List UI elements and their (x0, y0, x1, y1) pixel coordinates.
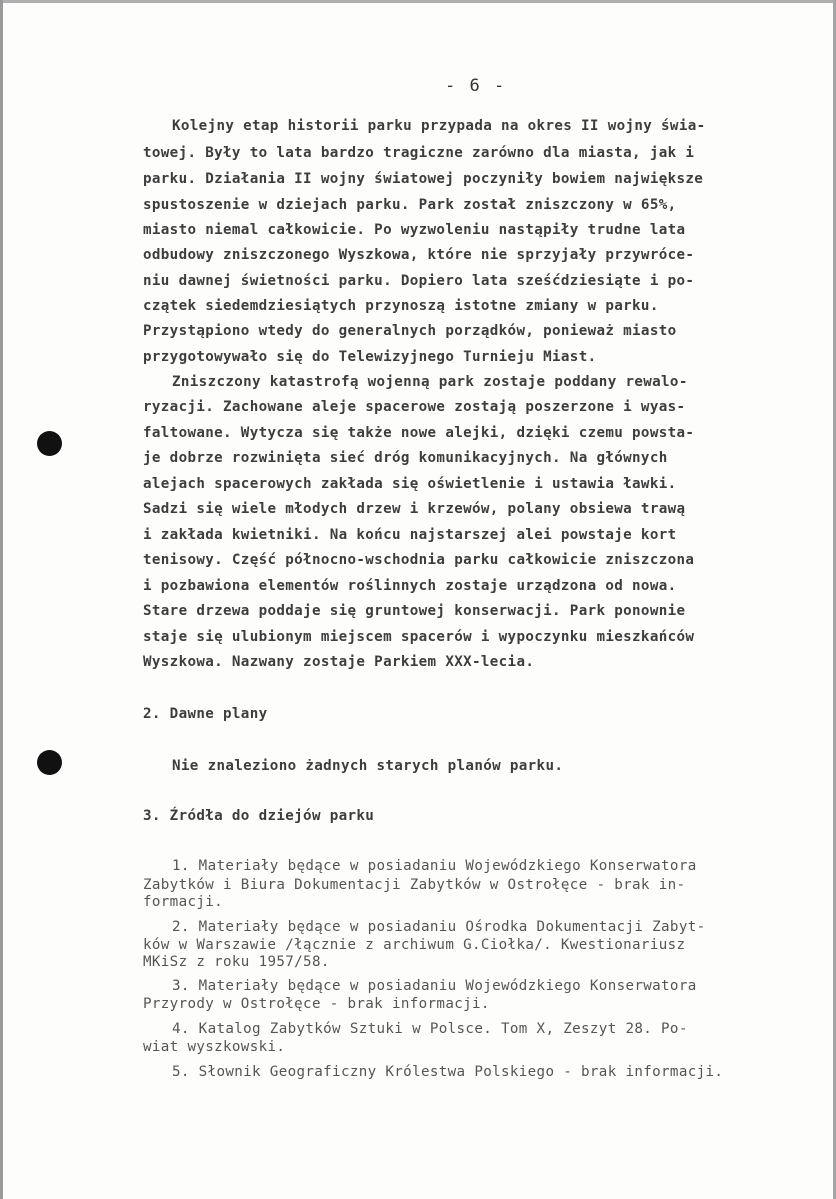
source-item-line: formacji. (143, 894, 224, 910)
paragraph-2-line: staje się ulubionym miejscem spacerów i wypoczynku mieszkańców (143, 629, 695, 645)
paragraph-2-line: faltowane. Wytycza się także nowe alejki, dzięki czemu powsta- (143, 425, 695, 441)
paragraph-1-line: parku. Działania II wojny światowej poczyniły bowiem największe (143, 171, 704, 187)
paragraph-2-line: Sadzi się wiele młodych drzew i krzewów, polany obsiewa trawą (143, 501, 686, 517)
paragraph-1-line: czątek siedemdziesiątych przynoszą istotne zmiany w parku. (143, 298, 659, 314)
section-2-text: Nie znaleziono żadnych starych planów parku. (172, 758, 564, 774)
section-3-heading: 3. Źródła do dziejów parku (143, 808, 375, 824)
section-2-heading: 2. Dawne plany (143, 706, 268, 722)
paragraph-1-line: Kolejny etap historii parku przypada na okres II wojny świa- (172, 118, 706, 134)
paragraph-2-line: Wyszkowa. Nazwany zostaje Parkiem XXX-lecia. (143, 654, 535, 670)
source-item-line: 3. Materiały będące w posiadaniu Wojewódzkiego Konserwatora (172, 978, 697, 994)
scan-edge-left (0, 0, 3, 1199)
paragraph-1-line: miasto niemal całkowicie. Po wyzwoleniu nastąpiły trudne lata (143, 222, 686, 238)
paragraph-1-line: spustoszenie w dziejach parku. Park został zniszczony w 65%, (143, 197, 677, 213)
punch-hole-icon (37, 431, 62, 456)
paragraph-2-line: i pozbawiona elementów roślinnych zostaje urządzona od nowa. (143, 578, 677, 594)
paragraph-1-line: Przystąpiono wtedy do generalnych porządków, ponieważ miasto (143, 323, 677, 339)
punch-hole-icon (37, 750, 62, 775)
source-item-line: wiat wyszkowski. (143, 1039, 286, 1055)
paragraph-1-line: przygotowywało się do Telewizyjnego Turnieju Miast. (143, 349, 597, 365)
source-item-line: MKiSz z roku 1957/58. (143, 954, 330, 970)
scan-edge-top (0, 0, 836, 3)
paragraph-2-line: ryzacji. Zachowane aleje spacerowe zostają poszerzone i wyas- (143, 399, 686, 415)
source-item-line: Przyrody w Ostrołęce - brak informacji. (143, 996, 490, 1012)
paragraph-1-line: towej. Były to lata bardzo tragiczne zarówno dla miasta, jak i (143, 145, 695, 161)
paragraph-2-line: alejach spacerowych zakłada się oświetlenie i ustawia ławki. (143, 476, 677, 492)
source-item-line: 4. Katalog Zabytków Sztuki w Polsce. Tom X, Zeszyt 28. Po- (172, 1021, 688, 1037)
paragraph-1-line: niu dawnej świetności parku. Dopiero lata sześćdziesiąte i po- (143, 273, 695, 289)
paragraph-2-line: i zakłada kwietniki. Na końcu najstarszej alei powstaje kort (143, 527, 677, 543)
source-item-line: 1. Materiały będące w posiadaniu Wojewódzkiego Konserwatora (172, 858, 697, 874)
paragraph-2-line: je dobrze rozwinięta sieć dróg komunikacyjnych. Na głównych (143, 450, 668, 466)
source-item-line: 5. Słownik Geograficzny Królestwa Polskiego - brak informacji. (172, 1064, 724, 1080)
source-item-line: ków w Warszawie /łącznie z archiwum G.Ciołka/. Kwestionariusz (143, 937, 686, 953)
paragraph-1-line: odbudowy zniszczonego Wyszkowa, które nie sprzyjały przywróce- (143, 247, 695, 263)
source-item-line: 2. Materiały będące w posiadaniu Ośrodka Dokumentacji Zabyt- (172, 919, 706, 935)
source-item-line: Zabytków i Biura Dokumentacji Zabytków w Ostrołęce - brak in- (143, 877, 686, 893)
paragraph-2-line: tenisowy. Część północno-wschodnia parku całkowicie zniszczona (143, 552, 695, 568)
paragraph-2-line: Stare drzewa poddaje się gruntowej konserwacji. Park ponownie (143, 603, 686, 619)
paragraph-2-line: Zniszczony katastrofą wojenną park zostaje poddany rewalo- (172, 374, 688, 390)
page-number: - 6 - (445, 76, 507, 96)
